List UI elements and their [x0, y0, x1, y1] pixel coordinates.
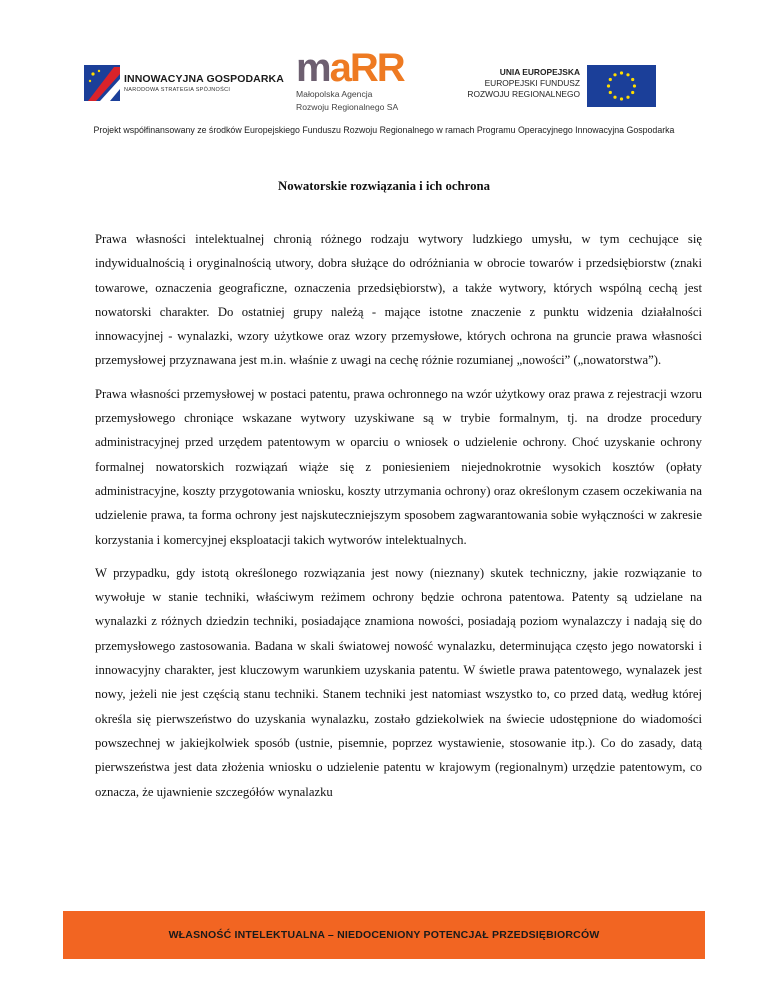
marr-agency-line2: Rozwoju Regionalnego SA [296, 102, 399, 112]
page-header [0, 0, 768, 135]
footer-text: WŁASNOŚĆ INTELEKTUALNA – NIEDOCENIONY POTENCJAŁ PRZEDSIĘBIORCÓW [168, 929, 600, 941]
document-body [95, 227, 702, 813]
eu-title: UNIA EUROPEJSKA [499, 67, 580, 77]
paragraph-2: Prawa własności przemysłowej w postaci patentu, prawa ochronnego na wzór użytkowy oraz prawa z rejestracji wzoru przemysłowego chroniące wskazane wytwory uzyskiwane są w trybie formalnym, tj. na drodze procedury administracyjnej przed urzędem patentowym w oparciu o wniosek o udzielenie ochrony. Choć uzyskanie ochrony formalnej nowatorskich rozwiązań wiąże się z poniesieniem niejednokrotnie wysokich kosztów (opłaty administracyjne, koszty przygotowania wniosku, koszty utrzymania ochrony) oraz określonym czasem oczekiwania na udzielenie prawa, ta forma ochrony jest najskuteczniejszym sposobem zagwarantowania sobie wyłączności w zakresie korzystania i komercyjnej eksploatacji takich wytworów intelektualnych. [95, 386, 702, 547]
marr-agency-line1: Małopolska Agencja [296, 89, 373, 99]
eu-line3: ROZWOJU REGIONALNEGO [467, 89, 580, 99]
project-cofinancing-note: Projekt współfinansowany ze środków Europejskiego Funduszu Rozwoju Regionalnego w ramach Programu Operacyjnego Innowacyjna Gospodarka [93, 125, 675, 135]
eu-logo [460, 65, 660, 105]
innowacyjna-gospodarka-logo [84, 63, 284, 103]
eu-flag-icon [587, 65, 656, 107]
eu-line2: EUROPEJSKI FUNDUSZ [484, 78, 580, 88]
marr-logo [296, 46, 436, 114]
footer-banner [63, 911, 705, 959]
paragraph-1: Prawa własności intelektualnej chronią różnego rodzaju wytwory ludzkiego umysłu, w tym cechujące się indywidualnością i oryginalnością utwory, dobra służące do odróżniania w obrocie towarów i przedsiębiorstw (znaki towarowe, oznaczenia geograficzne, oznaczenia przedsiębiorstw), a także wytwory, których wspólną cechą jest nowatorski charakter. Do ostatniej grupy należą - mające istotne znaczenie z punktu widzenia działalności innowacyjnej - wynalazki, wzory użytkowe oraz wzory przemysłowe, których ochrona na gruncie prawa własności przemysłowej przyznawana jest m.in. właśnie z uwagi na cechę różnie rozumianej „nowości” („nowatorstwa”). [95, 232, 702, 368]
innowacyjna-title: INNOWACYJNA GOSPODARKA [124, 73, 284, 85]
document-title: Nowatorskie rozwiązania i ich ochrona [277, 179, 491, 193]
paragraph-3: W przypadku, gdy istotą określonego rozwiązania jest nowy (nieznany) skutek techniczny, jakie rozwiązanie to wywołuje w stanie techniki, właściwym reżimem ochrony będzie ochrona patentowa. Patenty są udzielane na wynalazki z różnych dziedzin techniki, posiadające znamiona nowości, posiadają poziom wynalazczy i nadają się do przemysłowego zastosowania. Badana w skali światowej nowość wynalazku, determinująca często jego nowatorski i innowacyjny charakter, jest kluczowym warunkiem uzyskania patentu. W świetle prawa patentowego, wynalazek jest nowy, jeżeli nie jest częścią stanu techniki. Stanem techniki jest natomiast wszystko to, co przed datą, według której określa się pierwszeństwo do uzyskania wynalazku, zostało gdziekolwiek na świecie udostępnione do wiadomości powszechnej w jakiejkolwiek sposób (ustnie, pisemnie, poprzez wystawienie, stosowanie itp.). Co do zasady, datą pierwszeństwa jest data złożenia wniosku o udzielenie patentu w krajowym (regionalnym) urzędzie patentowym, co oznacza, że ujawnienie szczegółów wynalazku [95, 565, 702, 799]
marr-wordmark: maRR [296, 46, 404, 90]
innowacyjna-subtitle: NARODOWA STRATEGIA SPÓJNOŚCI [124, 87, 231, 93]
innowacyjna-flag-icon [84, 65, 120, 101]
